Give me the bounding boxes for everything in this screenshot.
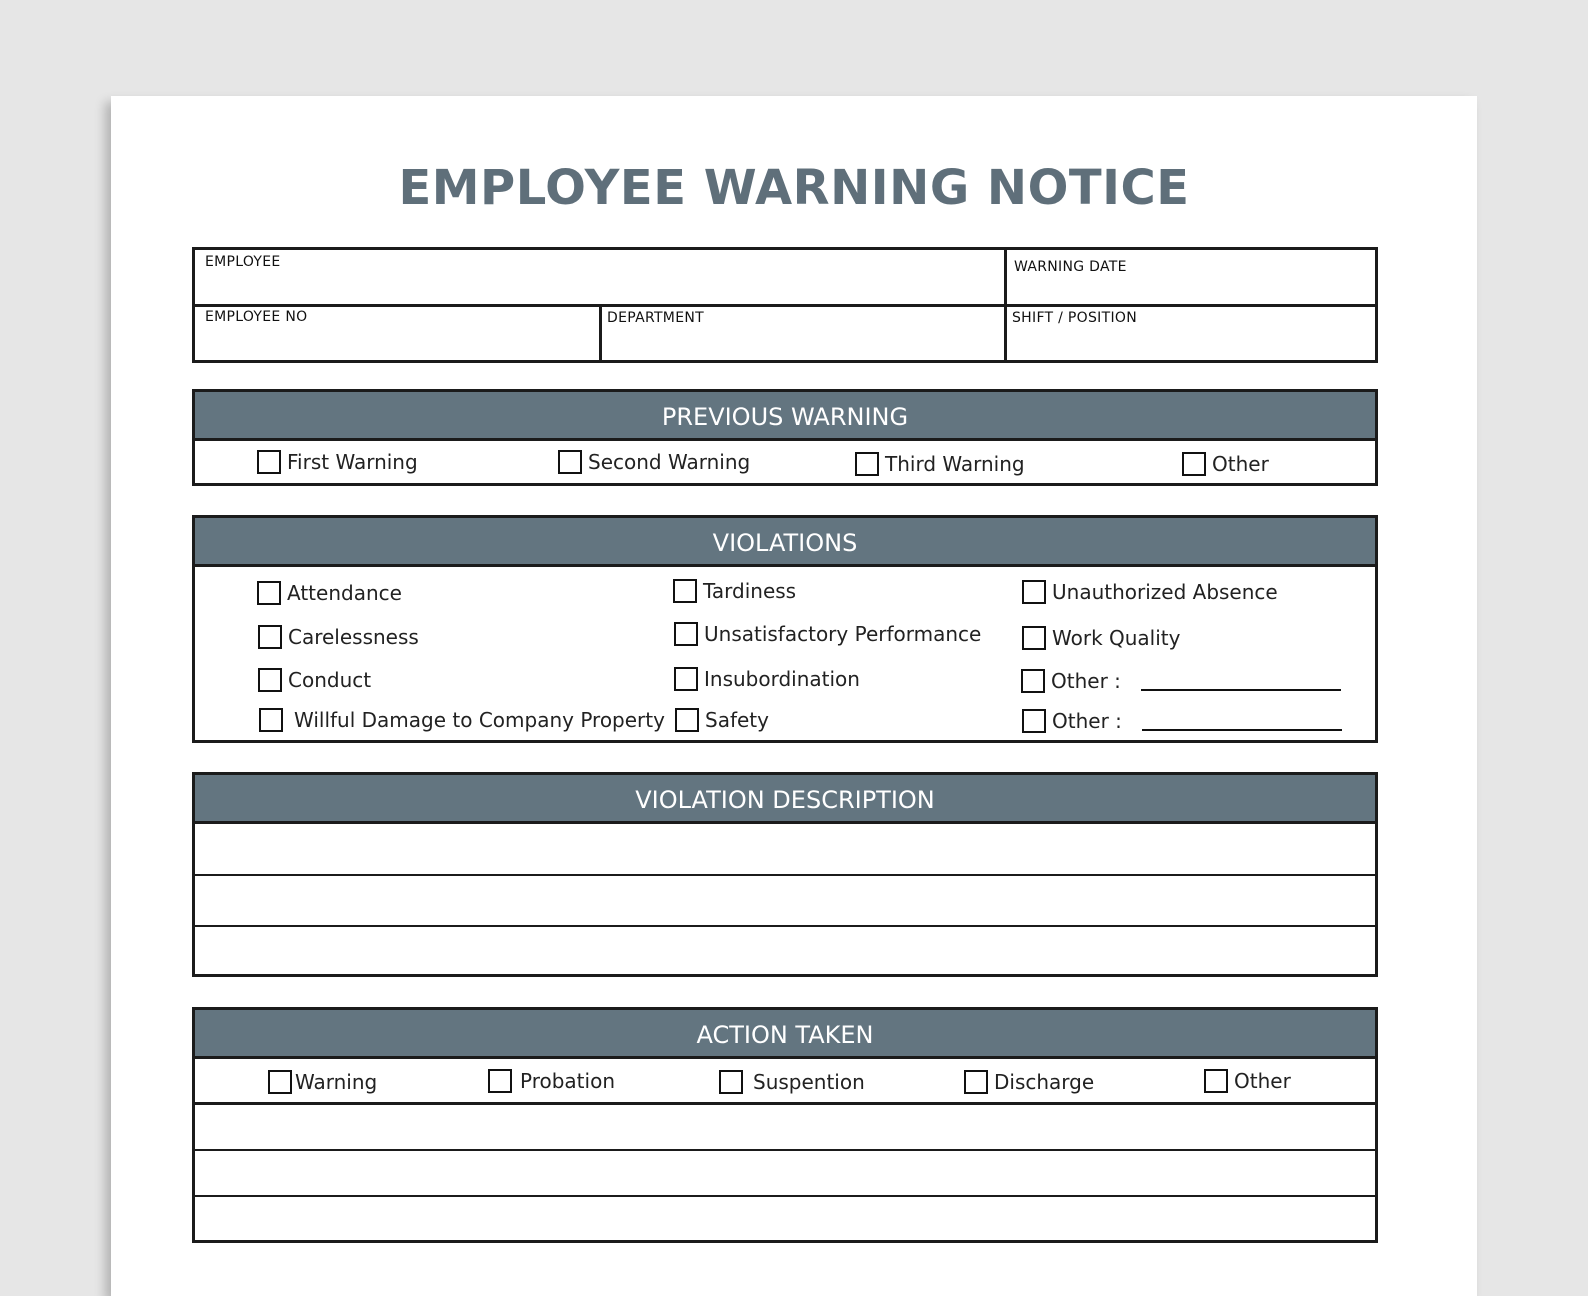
checkbox-icon[interactable]: [268, 1070, 292, 1094]
checkbox-willful-damage[interactable]: [259, 708, 665, 732]
checkbox-label: Safety: [705, 708, 769, 732]
checkbox-action-probation[interactable]: [488, 1069, 615, 1093]
checkbox-label: Unauthorized Absence: [1052, 580, 1278, 604]
checkbox-icon[interactable]: [675, 708, 699, 732]
checkbox-label: Conduct: [288, 668, 372, 692]
violation-description-heading: VIOLATION DESCRIPTION: [195, 775, 1375, 824]
action-line-2[interactable]: [195, 1151, 1375, 1195]
checkbox-work-quality[interactable]: [1022, 626, 1180, 650]
checkbox-label: First Warning: [287, 450, 418, 474]
checkbox-label: Second Warning: [588, 450, 751, 474]
checkbox-unsatisfactory-performance[interactable]: [674, 622, 981, 646]
checkbox-label: Tardiness: [703, 579, 797, 603]
previous-warning-section: [192, 389, 1378, 486]
checkbox-icon[interactable]: [1204, 1069, 1228, 1093]
checkbox-other-violation-2[interactable]: [1022, 709, 1342, 733]
violation-description-section: [192, 772, 1378, 977]
violations-section: [192, 515, 1378, 743]
action-taken-heading: ACTION TAKEN: [195, 1010, 1375, 1059]
checkbox-icon[interactable]: [258, 668, 282, 692]
checkbox-icon[interactable]: [257, 581, 281, 605]
warning-date-field[interactable]: WARNING DATE: [1014, 259, 1127, 275]
checkbox-icon[interactable]: [1022, 626, 1046, 650]
checkbox-conduct[interactable]: [258, 668, 371, 692]
checkbox-icon[interactable]: [1182, 452, 1206, 476]
checkbox-icon[interactable]: [1021, 669, 1045, 693]
checkbox-icon[interactable]: [258, 625, 282, 649]
checkbox-attendance[interactable]: [257, 581, 402, 605]
checkbox-other-warning[interactable]: [1182, 452, 1269, 476]
checkbox-icon[interactable]: [558, 450, 582, 474]
description-line-1[interactable]: [195, 824, 1375, 874]
checkbox-insubordination[interactable]: [674, 667, 860, 691]
department-field[interactable]: DEPARTMENT: [607, 310, 704, 326]
checkbox-action-discharge[interactable]: [964, 1070, 1094, 1094]
checkbox-label: Warning: [295, 1070, 378, 1094]
checkbox-icon[interactable]: [488, 1069, 512, 1093]
checkbox-label: Third Warning: [885, 452, 1025, 476]
checkbox-first-warning[interactable]: [257, 450, 418, 474]
page-title: EMPLOYEE WARNING NOTICE: [398, 160, 1190, 216]
checkbox-label: Attendance: [287, 581, 402, 605]
violations-heading: VIOLATIONS: [195, 518, 1375, 567]
checkbox-action-warning[interactable]: [268, 1070, 377, 1094]
employee-info-table: [192, 247, 1378, 363]
checkbox-label: Other: [1212, 452, 1269, 476]
checkbox-icon[interactable]: [259, 708, 283, 732]
checkbox-label: Willful Damage to Company Property: [294, 708, 665, 732]
description-line-3[interactable]: [195, 927, 1375, 977]
checkbox-icon[interactable]: [674, 667, 698, 691]
shift-position-field[interactable]: SHIFT / POSITION: [1012, 310, 1137, 326]
checkbox-tardiness[interactable]: [673, 579, 796, 603]
checkbox-second-warning[interactable]: [558, 450, 750, 474]
checkbox-label: Other :: [1051, 669, 1121, 693]
checkbox-label: Probation: [520, 1069, 615, 1093]
other-violation-2-input[interactable]: [1142, 729, 1342, 731]
checkbox-icon[interactable]: [673, 579, 697, 603]
checkbox-icon[interactable]: [1022, 580, 1046, 604]
other-violation-1-input[interactable]: [1141, 689, 1341, 691]
checkbox-action-other[interactable]: [1204, 1069, 1291, 1093]
description-line-2[interactable]: [195, 876, 1375, 926]
checkbox-other-violation-1[interactable]: [1021, 669, 1341, 693]
checkbox-label: Unsatisfactory Performance: [704, 622, 982, 646]
checkbox-third-warning[interactable]: [855, 452, 1025, 476]
action-taken-section: [192, 1007, 1378, 1243]
checkbox-icon[interactable]: [964, 1070, 988, 1094]
checkbox-icon[interactable]: [257, 450, 281, 474]
checkbox-carelessness[interactable]: [258, 625, 419, 649]
checkbox-action-suspention[interactable]: [719, 1070, 865, 1094]
checkbox-unauthorized-absence[interactable]: [1022, 580, 1278, 604]
checkbox-label: Other: [1234, 1069, 1291, 1093]
checkbox-label: Other :: [1052, 709, 1122, 733]
employee-field[interactable]: EMPLOYEE: [205, 254, 281, 270]
checkbox-icon[interactable]: [855, 452, 879, 476]
checkbox-label: Discharge: [994, 1070, 1095, 1094]
checkbox-label: Work Quality: [1052, 626, 1181, 650]
checkbox-label: Insubordination: [704, 667, 860, 691]
checkbox-label: Suspention: [753, 1070, 865, 1094]
action-line-1[interactable]: [195, 1105, 1375, 1149]
action-line-3[interactable]: [195, 1197, 1375, 1241]
checkbox-label: Carelessness: [288, 625, 419, 649]
employee-no-field[interactable]: EMPLOYEE NO: [205, 309, 308, 325]
previous-warning-heading: PREVIOUS WARNING: [195, 392, 1375, 441]
checkbox-icon[interactable]: [719, 1070, 743, 1094]
checkbox-icon[interactable]: [674, 622, 698, 646]
checkbox-safety[interactable]: [675, 708, 769, 732]
checkbox-icon[interactable]: [1022, 709, 1046, 733]
